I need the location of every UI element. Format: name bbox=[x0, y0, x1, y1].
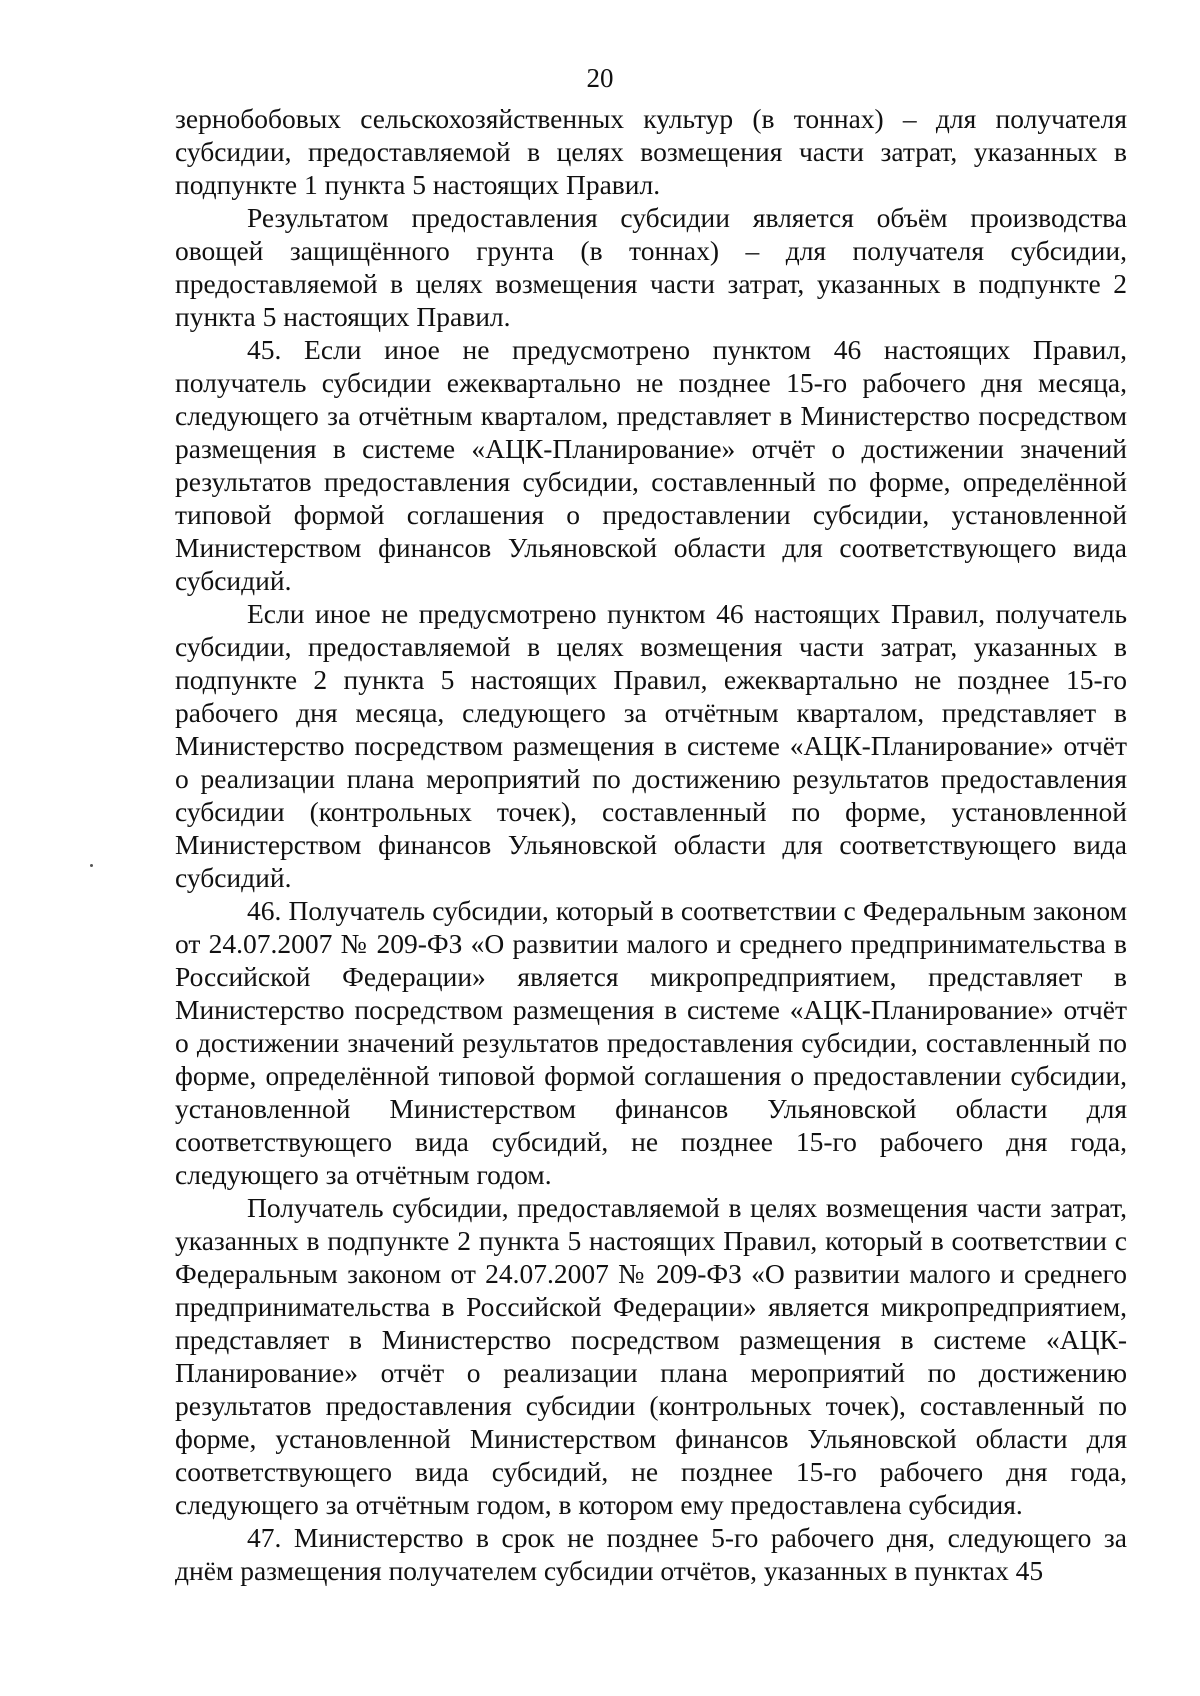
paragraph-47: 47. Министерство в срок не позднее 5-го рабочего дня, следующего за днём размещения получателем субсидии отчётов, указанных в пунктах 45 bbox=[175, 1522, 1127, 1586]
scan-speck bbox=[90, 864, 93, 867]
page-number: 20 bbox=[586, 63, 614, 93]
paragraph-continuation: зернобобовых сельскохозяйственных культур (в тоннах) – для получателя субсидии, предоставляемой в целях возмещения части затрат, указанных в подпункте 1 пункта 5 настоящих Правил. bbox=[175, 103, 1127, 200]
paragraph-45-second: Если иное не предусмотрено пунктом 46 настоящих Правил, получатель субсидии, предоставляемой в целях возмещения части затрат, указанных в подпункте 2 пункта 5 настоящих Правил, ежеквартально не позднее 15-го рабочего дня месяца, следующего за отчётным кварталом, представляет в Министерство посредством размещения в системе «АЦК-Планирование» отчёт о реализации плана мероприятий по достижению результатов предоставления субсидии (контрольных точек), составленный по форме, установленной Министерством финансов Ульяновской области для соответствующего вида субсидий. bbox=[175, 598, 1127, 893]
paragraph-46: 46. Получатель субсидии, который в соответствии с Федеральным законом от 24.07.2007 № 209-ФЗ «О развитии малого и среднего предпринимательства в Российской Федерации» является микропредприятием, представляет в Министерство посредством размещения в системе «АЦК-Планирование» отчёт о достижении значений результатов предоставления субсидии, составленный по форме, определённой типовой формой соглашения о предоставлении субсидии, установленной Министерством финансов Ульяновской области для соответствующего вида субсидий, не позднее 15-го рабочего дня года, следующего за отчётным годом. bbox=[175, 895, 1127, 1190]
paragraph-result-vegetables: Результатом предоставления субсидии является объём производства овощей защищённого грунта (в тоннах) – для получателя субсидии, предоставляемой в целях возмещения части затрат, указанных в подпункте 2 пункта 5 настоящих Правил. bbox=[175, 202, 1127, 332]
paragraph-46-second: Получатель субсидии, предоставляемой в целях возмещения части затрат, указанных в подпункте 2 пункта 5 настоящих Правил, который в соответствии с Федеральным законом от 24.07.2007 № 209-ФЗ «О развитии малого и среднего предпринимательства в Российской Федерации» является микропредприятием, представляет в Министерство посредством размещения в системе «АЦК-Планирование» отчёт о реализации плана мероприятий по достижению результатов предоставления субсидии (контрольных точек), составленный по форме, установленной Министерством финансов Ульяновской области для соответствующего вида субсидий, не позднее 15-го рабочего дня года, следующего за отчётным годом, в котором ему предоставлена субсидия. bbox=[175, 1192, 1127, 1520]
document-body bbox=[175, 102, 1127, 1587]
paragraph-45: 45. Если иное не предусмотрено пунктом 46 настоящих Правил, получатель субсидии ежеквартально не позднее 15-го рабочего дня месяца, следующего за отчётным кварталом, представляет в Министерство посредством размещения в системе «АЦК-Планирование» отчёт о достижении значений результатов предоставления субсидии, составленный по форме, определённой типовой формой соглашения о предоставлении субсидии, установленной Министерством финансов Ульяновской области для соответствующего вида субсидий. bbox=[175, 334, 1127, 596]
